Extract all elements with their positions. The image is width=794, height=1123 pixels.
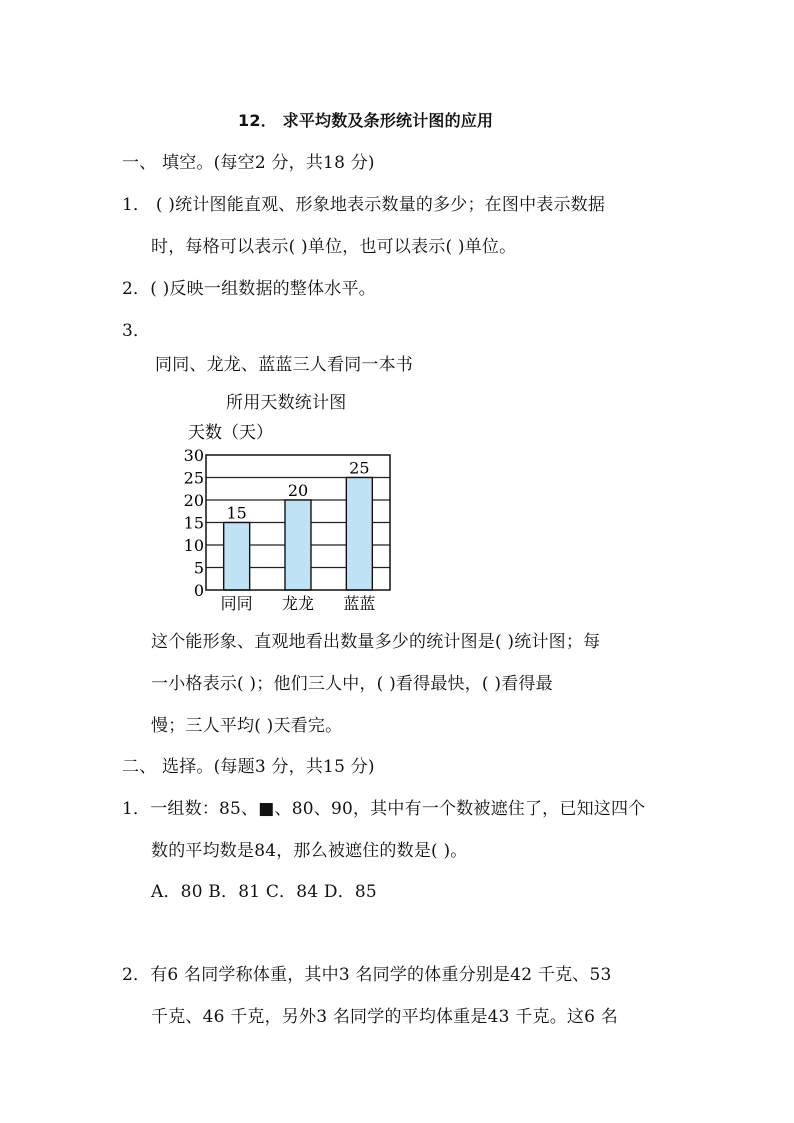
y-tick-label: 25 — [183, 468, 204, 488]
page-title: 12． 求平均数及条形统计图的应用 — [238, 111, 494, 130]
q3-number: 3． — [122, 321, 151, 341]
s2-q1-line1: 1．一组数：85、■、80、90，其中有一个数被遮住了，已知这四个 — [122, 799, 646, 819]
q1-line2: 时，每格可以表示( )单位，也可以表示( )单位。 — [151, 237, 517, 257]
section2-heading: 二、 选择。(每题3 分，共15 分) — [122, 757, 375, 777]
y-tick-label: 20 — [183, 491, 204, 510]
q2-text: 2．( )反映一组数据的整体水平。 — [122, 279, 376, 299]
x-category-label: 龙龙 — [281, 594, 315, 613]
y-tick-label: 15 — [183, 513, 204, 533]
bar — [224, 523, 250, 591]
bar-value-label: 25 — [349, 458, 370, 478]
chart-x-labels — [221, 594, 376, 613]
q3-line1: 这个能形象、直观地看出数量多少的统计图是( )统计图；每 — [151, 632, 601, 652]
x-category-label: 蓝蓝 — [343, 594, 376, 613]
bar — [346, 478, 372, 591]
s2-q2-line1: 2．有6 名同学称体重，其中3 名同学的体重分别是42 千克、53 — [122, 965, 612, 985]
x-category-label: 同同 — [220, 594, 253, 613]
y-tick-label: 0 — [193, 581, 204, 600]
chart-y-axis-label: 天数（天） — [188, 423, 273, 443]
q3-line2: 一小格表示( )；他们三人中，( )看得最快，( )看得最 — [151, 674, 553, 694]
s2-q1-line2: 数的平均数是84，那么被遮住的数是( )。 — [151, 841, 468, 861]
bar-value-label: 15 — [226, 503, 247, 523]
chart-title-line2: 所用天数统计图 — [226, 393, 347, 413]
s2-q1-options: A．80 B．81 C．84 D．85 — [151, 882, 377, 902]
section1-heading: 一、 填空。(每空2 分，共18 分) — [122, 153, 375, 173]
bar — [285, 500, 311, 590]
bar-chart — [170, 418, 430, 618]
q3-line3: 慢；三人平均( )天看完。 — [151, 716, 343, 736]
y-tick-label: 30 — [183, 446, 204, 465]
y-tick-label: 5 — [193, 558, 204, 578]
bar-value-label: 20 — [287, 481, 309, 500]
s2-q2-line2: 千克、46 千克，另外3 名同学的平均体重是43 千克。这6 名 — [151, 1007, 618, 1027]
chart-y-ticks — [184, 446, 204, 600]
y-tick-label: 10 — [183, 536, 204, 555]
q1-line1: 1． ( )统计图能直观、形象地表示数量的多少；在图中表示数据 — [122, 195, 606, 215]
chart-title-line1: 同同、龙龙、蓝蓝三人看同一本书 — [155, 355, 413, 375]
